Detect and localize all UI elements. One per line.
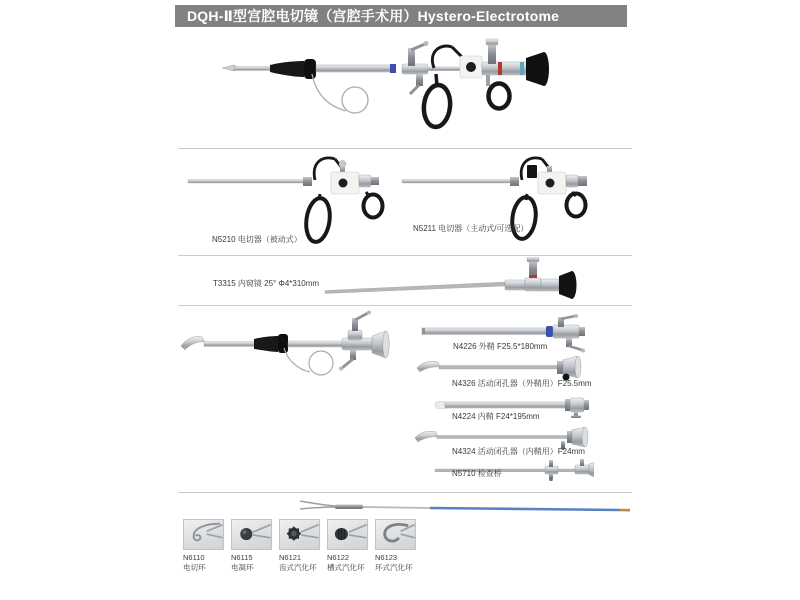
product-label-n4324: N4324 活动闭孔器（内鞘用）F24mm xyxy=(452,447,585,456)
sheath-assembly-image xyxy=(178,308,393,383)
electrode-thumbnail-n6110 xyxy=(183,519,224,573)
n6121-image xyxy=(279,519,320,550)
product-label-n4224: N4224 内鞘 F24*195mm xyxy=(452,412,540,421)
electrode-thumbnail-n6123 xyxy=(375,519,416,573)
toothed-roller-icon xyxy=(280,520,319,549)
n6122-image xyxy=(327,519,368,550)
product-label-n5210: N5210 电切器（被动式） xyxy=(212,235,302,244)
divider xyxy=(178,148,632,149)
thumb-name: 槽式汽化环 xyxy=(327,562,365,572)
electrode-image xyxy=(297,499,632,517)
thumb-name: 环式汽化环 xyxy=(375,562,413,572)
thumb-code: N6123 xyxy=(375,553,398,562)
divider xyxy=(178,492,632,493)
product-label-n4226: N4226 外鞘 F25.5*180mm xyxy=(453,342,548,351)
ring-vaporization-icon xyxy=(376,520,415,549)
thumb-label xyxy=(279,553,320,573)
divider xyxy=(178,255,632,256)
thumb-label xyxy=(231,553,272,573)
thumb-code: N6115 xyxy=(231,553,253,562)
product-label-n4326: N4326 活动闭孔器（外鞘用）F25.5mm xyxy=(452,379,592,388)
t3315-image xyxy=(322,257,580,301)
n6115-image xyxy=(231,519,272,550)
thumb-label xyxy=(183,553,224,573)
coagulation-ball-icon xyxy=(232,520,271,549)
electrode-thumbnail-n6115 xyxy=(231,519,272,573)
electrode-thumbnail-n6122 xyxy=(327,519,368,573)
electrode-thumbnail-n6121 xyxy=(279,519,320,573)
product-label-t3315: T3315 内窥镜 25° Φ4*310mm xyxy=(213,279,320,288)
n6123-image xyxy=(375,519,416,550)
electrode-thumbnail-row xyxy=(183,519,416,573)
divider xyxy=(178,305,632,306)
product-label-n5710: N5710 检查桥 xyxy=(452,469,502,478)
grooved-roller-icon xyxy=(328,520,367,549)
thumb-label xyxy=(375,553,416,573)
n6110-image xyxy=(183,519,224,550)
thumb-code: N6110 xyxy=(183,553,205,562)
thumb-name: 电凝环 xyxy=(231,562,254,572)
thumb-name: 齿式汽化环 xyxy=(279,562,317,572)
page-title-bar xyxy=(175,5,627,27)
product-label-n5211: N5211 电切器（主动式/可选配） xyxy=(413,224,529,233)
thumb-name: 电切环 xyxy=(183,562,206,572)
main-instrument-image xyxy=(220,38,555,133)
n5210-image xyxy=(185,152,385,247)
thumb-code: N6122 xyxy=(327,553,350,562)
thumb-code: N6121 xyxy=(279,553,302,562)
thumb-label xyxy=(327,553,368,573)
page-title: DQH-Ⅱ型宫腔电切镜（宫腔手术用）Hystero-Electrotome xyxy=(187,8,560,24)
cutting-loop-icon xyxy=(184,520,223,549)
